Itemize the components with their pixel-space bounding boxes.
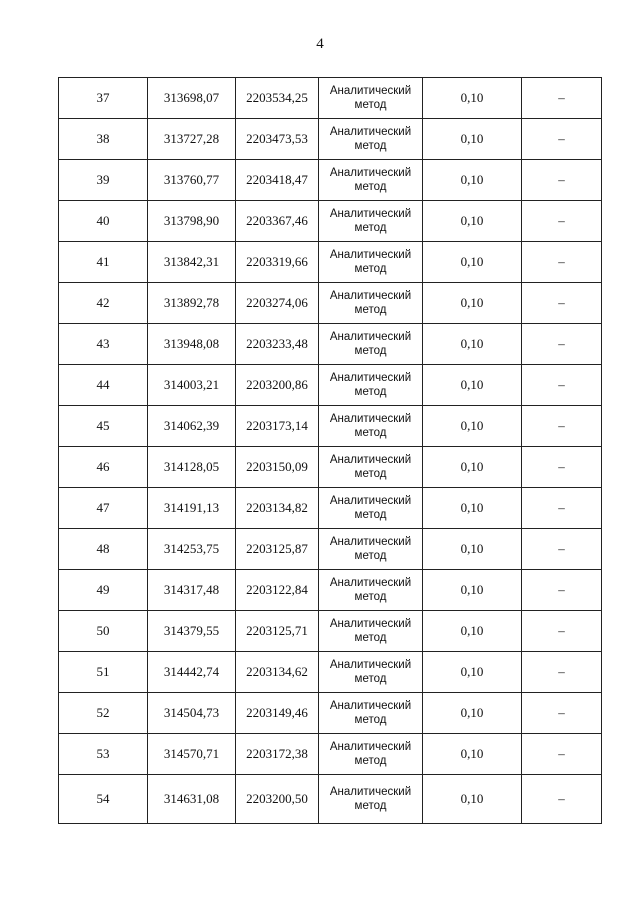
point-number-cell: 39 xyxy=(59,160,148,201)
accuracy-cell: 0,10 xyxy=(423,652,522,693)
accuracy-cell: 0,10 xyxy=(423,529,522,570)
note-cell: – xyxy=(522,775,602,824)
note-cell: – xyxy=(522,693,602,734)
method-cell xyxy=(319,529,423,570)
point-number-cell: 54 xyxy=(59,775,148,824)
method-line-1: Аналитический xyxy=(329,659,412,671)
accuracy-cell: 0,10 xyxy=(423,283,522,324)
method-cell xyxy=(319,570,423,611)
method-line-2: метод xyxy=(354,99,387,111)
note-cell: – xyxy=(522,488,602,529)
y-coordinate-cell: 2203149,46 xyxy=(236,693,319,734)
note-cell: – xyxy=(522,283,602,324)
method-line-1: Аналитический xyxy=(329,786,412,798)
y-coordinate-cell: 2203319,66 xyxy=(236,242,319,283)
method-line-2: метод xyxy=(354,345,387,357)
note-cell: – xyxy=(522,201,602,242)
x-coordinate-cell: 313727,28 xyxy=(148,119,236,160)
method-line-2: метод xyxy=(354,304,387,316)
method-cell xyxy=(319,488,423,529)
x-coordinate-cell: 313760,77 xyxy=(148,160,236,201)
method-cell xyxy=(319,693,423,734)
method-line-2: метод xyxy=(354,755,387,767)
x-coordinate-cell: 314191,13 xyxy=(148,488,236,529)
x-coordinate-cell: 314003,21 xyxy=(148,365,236,406)
y-coordinate-cell: 2203534,25 xyxy=(236,78,319,119)
method-line-2: метод xyxy=(354,468,387,480)
method-line-2: метод xyxy=(354,509,387,521)
table-row xyxy=(59,775,602,824)
table-row xyxy=(59,488,602,529)
accuracy-cell: 0,10 xyxy=(423,324,522,365)
x-coordinate-cell: 314062,39 xyxy=(148,406,236,447)
method-cell xyxy=(319,324,423,365)
table-row xyxy=(59,734,602,775)
table-row xyxy=(59,78,602,119)
table-row xyxy=(59,652,602,693)
y-coordinate-cell: 2203134,62 xyxy=(236,652,319,693)
table-row xyxy=(59,201,602,242)
method-line-1: Аналитический xyxy=(329,618,412,630)
method-cell xyxy=(319,119,423,160)
note-cell: – xyxy=(522,447,602,488)
method-cell xyxy=(319,78,423,119)
point-number-cell: 41 xyxy=(59,242,148,283)
accuracy-cell: 0,10 xyxy=(423,488,522,529)
point-number-cell: 52 xyxy=(59,693,148,734)
method-cell xyxy=(319,201,423,242)
method-cell xyxy=(319,283,423,324)
table-row xyxy=(59,365,602,406)
note-cell: – xyxy=(522,570,602,611)
method-line-1: Аналитический xyxy=(329,372,412,384)
method-line-2: метод xyxy=(354,550,387,562)
y-coordinate-cell: 2203150,09 xyxy=(236,447,319,488)
x-coordinate-cell: 314317,48 xyxy=(148,570,236,611)
coordinates-table xyxy=(58,77,602,824)
accuracy-cell: 0,10 xyxy=(423,693,522,734)
method-line-1: Аналитический xyxy=(329,249,412,261)
point-number-cell: 44 xyxy=(59,365,148,406)
note-cell: – xyxy=(522,406,602,447)
table-row xyxy=(59,160,602,201)
method-cell xyxy=(319,160,423,201)
point-number-cell: 47 xyxy=(59,488,148,529)
method-cell xyxy=(319,447,423,488)
table-row xyxy=(59,693,602,734)
method-cell xyxy=(319,734,423,775)
method-line-1: Аналитический xyxy=(329,454,412,466)
method-line-1: Аналитический xyxy=(329,85,412,97)
point-number-cell: 46 xyxy=(59,447,148,488)
x-coordinate-cell: 313798,90 xyxy=(148,201,236,242)
point-number-cell: 48 xyxy=(59,529,148,570)
accuracy-cell: 0,10 xyxy=(423,406,522,447)
method-line-1: Аналитический xyxy=(329,331,412,343)
note-cell: – xyxy=(522,119,602,160)
x-coordinate-cell: 313892,78 xyxy=(148,283,236,324)
accuracy-cell: 0,10 xyxy=(423,734,522,775)
method-line-2: метод xyxy=(354,386,387,398)
method-line-1: Аналитический xyxy=(329,167,412,179)
table-row xyxy=(59,529,602,570)
method-line-2: метод xyxy=(354,181,387,193)
table-row xyxy=(59,119,602,160)
x-coordinate-cell: 313842,31 xyxy=(148,242,236,283)
point-number-cell: 42 xyxy=(59,283,148,324)
y-coordinate-cell: 2203200,50 xyxy=(236,775,319,824)
note-cell: – xyxy=(522,611,602,652)
note-cell: – xyxy=(522,78,602,119)
accuracy-cell: 0,10 xyxy=(423,570,522,611)
x-coordinate-cell: 314442,74 xyxy=(148,652,236,693)
accuracy-cell: 0,10 xyxy=(423,447,522,488)
method-cell xyxy=(319,242,423,283)
point-number-cell: 43 xyxy=(59,324,148,365)
method-line-1: Аналитический xyxy=(329,413,412,425)
y-coordinate-cell: 2203233,48 xyxy=(236,324,319,365)
method-line-1: Аналитический xyxy=(329,290,412,302)
y-coordinate-cell: 2203473,53 xyxy=(236,119,319,160)
x-coordinate-cell: 314253,75 xyxy=(148,529,236,570)
method-line-1: Аналитический xyxy=(329,741,412,753)
x-coordinate-cell: 314631,08 xyxy=(148,775,236,824)
table-row xyxy=(59,324,602,365)
note-cell: – xyxy=(522,160,602,201)
method-line-2: метод xyxy=(354,140,387,152)
table-row xyxy=(59,611,602,652)
y-coordinate-cell: 2203134,82 xyxy=(236,488,319,529)
method-line-2: метод xyxy=(354,263,387,275)
table-row xyxy=(59,406,602,447)
y-coordinate-cell: 2203274,06 xyxy=(236,283,319,324)
method-cell xyxy=(319,652,423,693)
method-line-2: метод xyxy=(354,591,387,603)
x-coordinate-cell: 313948,08 xyxy=(148,324,236,365)
accuracy-cell: 0,10 xyxy=(423,365,522,406)
y-coordinate-cell: 2203173,14 xyxy=(236,406,319,447)
accuracy-cell: 0,10 xyxy=(423,119,522,160)
method-line-1: Аналитический xyxy=(329,536,412,548)
page-number: 4 xyxy=(316,36,324,52)
y-coordinate-cell: 2203125,87 xyxy=(236,529,319,570)
x-coordinate-cell: 314379,55 xyxy=(148,611,236,652)
method-line-1: Аналитический xyxy=(329,126,412,138)
y-coordinate-cell: 2203122,84 xyxy=(236,570,319,611)
method-line-1: Аналитический xyxy=(329,700,412,712)
method-line-2: метод xyxy=(354,673,387,685)
note-cell: – xyxy=(522,242,602,283)
point-number-cell: 40 xyxy=(59,201,148,242)
y-coordinate-cell: 2203367,46 xyxy=(236,201,319,242)
y-coordinate-cell: 2203172,38 xyxy=(236,734,319,775)
method-line-2: метод xyxy=(354,427,387,439)
method-line-1: Аналитический xyxy=(329,208,412,220)
point-number-cell: 49 xyxy=(59,570,148,611)
table-row xyxy=(59,570,602,611)
y-coordinate-cell: 2203418,47 xyxy=(236,160,319,201)
table-row xyxy=(59,242,602,283)
accuracy-cell: 0,10 xyxy=(423,78,522,119)
y-coordinate-cell: 2203200,86 xyxy=(236,365,319,406)
accuracy-cell: 0,10 xyxy=(423,775,522,824)
method-cell xyxy=(319,611,423,652)
method-line-1: Аналитический xyxy=(329,495,412,507)
accuracy-cell: 0,10 xyxy=(423,160,522,201)
note-cell: – xyxy=(522,324,602,365)
point-number-cell: 38 xyxy=(59,119,148,160)
x-coordinate-cell: 314504,73 xyxy=(148,693,236,734)
note-cell: – xyxy=(522,734,602,775)
table-row xyxy=(59,283,602,324)
point-number-cell: 51 xyxy=(59,652,148,693)
x-coordinate-cell: 314128,05 xyxy=(148,447,236,488)
table-body xyxy=(59,78,602,824)
method-line-2: метод xyxy=(354,222,387,234)
point-number-cell: 50 xyxy=(59,611,148,652)
method-cell xyxy=(319,406,423,447)
method-cell xyxy=(319,365,423,406)
note-cell: – xyxy=(522,529,602,570)
method-line-2: метод xyxy=(354,632,387,644)
x-coordinate-cell: 313698,07 xyxy=(148,78,236,119)
table-row xyxy=(59,447,602,488)
x-coordinate-cell: 314570,71 xyxy=(148,734,236,775)
method-line-2: метод xyxy=(354,800,387,812)
accuracy-cell: 0,10 xyxy=(423,242,522,283)
method-line-1: Аналитический xyxy=(329,577,412,589)
point-number-cell: 45 xyxy=(59,406,148,447)
y-coordinate-cell: 2203125,71 xyxy=(236,611,319,652)
method-line-2: метод xyxy=(354,714,387,726)
accuracy-cell: 0,10 xyxy=(423,201,522,242)
accuracy-cell: 0,10 xyxy=(423,611,522,652)
method-cell xyxy=(319,775,423,824)
note-cell: – xyxy=(522,365,602,406)
note-cell: – xyxy=(522,652,602,693)
point-number-cell: 37 xyxy=(59,78,148,119)
point-number-cell: 53 xyxy=(59,734,148,775)
